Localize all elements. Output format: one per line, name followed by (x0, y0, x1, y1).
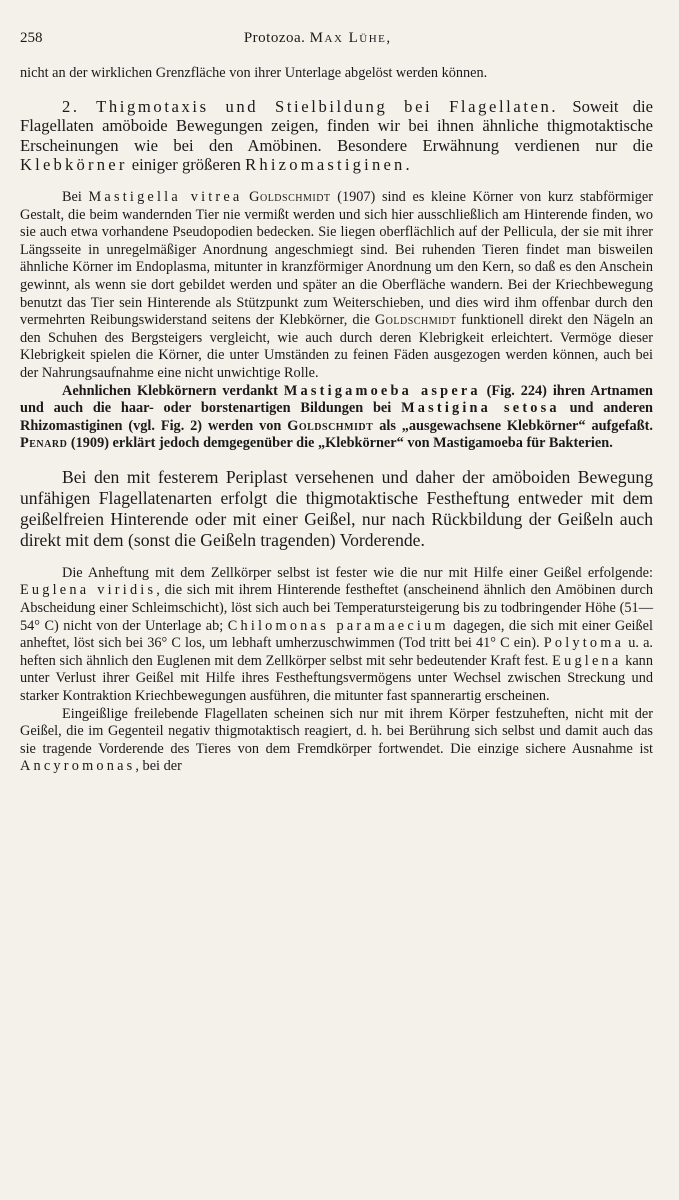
text-run: Soweit die Flagellaten amöboide Bewegungen zeigen, finden wir bei ihnen ähnliche thigmotaktische Erscheinungen wie bei den Amöbinen. Besondere Erwähnung verdienen nur die (20, 96, 653, 155)
text-run: kann unter Verlust ihrer Geißel mit Hilfe ihres Festheftungsvermögens unter Wechsel zwischen Streckung und starker Kontraktion Kriechbewegungen ausführen, die mitunter fast spannerartig erscheinen. (20, 652, 653, 705)
paragraph-anheftung (20, 565, 653, 706)
running-title (43, 30, 654, 47)
species-name: Ancyromonas (20, 758, 136, 775)
paragraph-mastigamoeba (20, 383, 653, 453)
paragraph-periplast: Bei den mit festerem Periplast versehenen und daher der amöboiden Bewegung unfähigen Flagellatenarten erfolgt die thigmotaktische Festheftung entweder mit dem geißelfreien Hinterende oder mit einer Geißel, nur nach Rückbildung der Geißeln auch direkt mit dem (sonst die Geißeln tragenden) Vorderende. (20, 466, 653, 550)
text-run: , die sich mit ihrem Hinterende festheftet (anscheinend ähnlich den Amöbinen durch Abscheidung einer Schleimschicht), löst sich auch bei Temperatursteigerung bis zu todbringender Höhe (51—54° C) nicht von der Unterlage ab; (20, 582, 653, 634)
species-name: Polytoma (543, 635, 625, 652)
text-run: einiger größeren (127, 155, 246, 175)
paragraph-eingeisslige (20, 706, 653, 776)
author-citation: Penard (20, 435, 68, 452)
text-run: Die Anheftung mit dem Zellkörper selbst ist fester wie die nur mit Hilfe einer Geißel erfolgende: (62, 564, 653, 581)
running-header (20, 30, 653, 47)
species-name: Mastigina setosa (401, 400, 560, 417)
text-run: Eingeißlige freilebende Flagellaten scheinen sich nur mit ihrem Körper festzuheften, nicht mit der Geißel, die im Gegenteil negativ thigmotaktisch reagiert, d. h. bei Berührung sich selbst und damit auch das sie tragende Vorderende des Tieres von dem Fremdkörper fortwendet. Die einzige sichere Ausnahme ist (20, 705, 653, 757)
species-name: Euglena (552, 652, 622, 669)
text-run: und anderen Rhizomastiginen (vgl. Fig. 2) werden von (20, 400, 653, 434)
author-citation: Goldschmidt (374, 312, 457, 329)
author-citation: Goldschmidt (249, 188, 331, 205)
text-run: . (405, 155, 410, 175)
section-2-heading: 2. Thigmotaxis und Stielbildung bei Flagellaten. (62, 96, 559, 116)
section-2-paragraph (20, 97, 653, 175)
continuation-paragraph: nicht an der wirklichen Grenzfläche von ihrer Unterlage abgelöst werden können. (20, 65, 488, 81)
text-run: (1909) erklärt jedoch demgegenüber die „Klebkörner“ von Mastigamoeba für Bakterien. (67, 435, 613, 452)
text-run: (Fig. 224) ihren Artnamen und auch die haar- oder borstenartigen Bildungen bei (20, 382, 653, 417)
title-text: Protozoa. (243, 30, 306, 46)
author-citation: Goldschmidt (287, 417, 374, 434)
text-run: funktionell direkt den Nägeln an den Schuhen des Bergsteigers vergleicht, wie auch durch deren Klebrigkeit erleichtert. Vermöge dieser Klebrigkeit spielen die Körner, die unter Umständen zu feinen Fäden ausgezogen werden können, auch bei der Nahrungsaufnahme eine nicht unwichtige Rolle. (20, 312, 653, 381)
text-run: , bei der (135, 758, 182, 775)
text-run: dagegen, die sich mit einer Geißel anheftet, löst sich bei 36° C los, um lebhaft umherzuschwimmen (Tod tritt bei 41° C ein). (20, 617, 653, 652)
species-name: Mastigella vitrea (88, 188, 243, 205)
text-run: als „ausgewachsene Klebkörner“ aufgefaßt. (373, 417, 653, 434)
term-klebkoerner: Klebkörner (20, 155, 128, 175)
text-run: u. a. heften sich ähnlich den Euglenen mit dem Zellkörper selbst mit sehr bedeutender Kraft fest. (20, 635, 654, 669)
text-run: (1907) sind es kleine Körner von kurz stabförmiger Gestalt, die beim wandernden Tier nie vermißt werden und sich hier ausschließlich am Hinterende finden, wo sie auch etwa vorhandene Pseudopodien bedecken. Sie liegen oberflächlich auf der Pellicula, der sie mit ihrer Längsseite in unregelmäßiger Anordnung angeschmiegt sind. Bei ruhenden Tieren findet man bisweilen ähnliche Körner im Endoplasma, mitunter in kranzförmiger Anordnung um den Kern, so daß es den Anschein gewinnt, als wenn sie dort gebildet werden und später an die Oberfläche wandern. Bei der Kriechbewegung benutzt das Tier sein Hinterende als Stützpunkt zum Weiterschieben, und dies wird ihm offenbar durch den vermehrten Reibungswiderstand seitens der Klebkörner, die (20, 188, 653, 329)
text-run: Bei (62, 188, 89, 205)
author-name: Max Lühe, (309, 30, 392, 46)
page-number: 258 (20, 30, 43, 46)
paragraph-mastigella (20, 189, 653, 383)
term-rhizomastiginen: Rhizomastiginen (245, 155, 406, 175)
species-name: Mastigamoeba aspera (283, 382, 481, 399)
species-name: Chilomonas paramaecium (227, 617, 449, 634)
species-name: Euglena viridis (20, 582, 157, 599)
text-run: Aehnlichen Klebkörnern verdankt (62, 382, 284, 399)
